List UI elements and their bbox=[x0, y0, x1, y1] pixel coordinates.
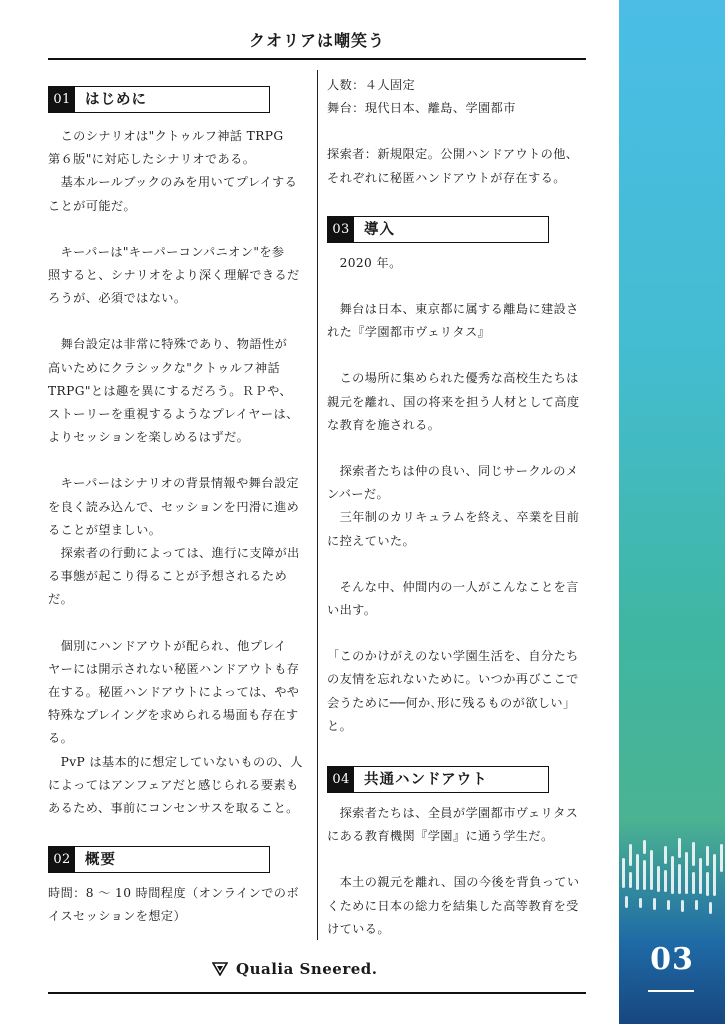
paragraph: 探索者たちは、全員が学園都市ヴェリタス にある教育機関『学園』に通う学生だ。 bbox=[327, 806, 579, 844]
paragraph: 個別にハンドアウトが配られ、他プレイ ヤーには開示されない秘匿ハンドアウトも存 在する。秘匿ハンドアウトによっては、やや 特殊なプレイングを求められる場面も存在す る。 PvP は基本的に想定していないものの、人 によってはアンフェアだと感じられる要素も あるため、事前にコンセンサスを取ること。 bbox=[48, 638, 303, 816]
column-divider bbox=[317, 70, 318, 940]
page-number: 03 bbox=[650, 942, 694, 977]
paragraph: 探索者たちは仲の良い、同じサークルのメ ンバーだ。 三年制のカリキュラムを終え、卒業を目前 に控えていた。 bbox=[327, 464, 580, 548]
paragraph: 本土の親元を離れ、国の今後を背負ってい くために日本の総力を結集した高等教育を受 けている。 bbox=[327, 875, 580, 936]
paragraph: 舞台設定は非常に特殊であり、物語性が 高いためにクラシックな"クトゥルフ神話 TRPG"とは趣を異にするだろう。ＲＰや、 ストーリーを重視するようなプレイヤーは、 よりセッションを楽しめるはずだ。 bbox=[48, 337, 299, 445]
section-title: 共通ハンドアウト bbox=[364, 770, 488, 788]
section-number: 01 bbox=[49, 87, 75, 112]
section-number: 04 bbox=[328, 767, 354, 792]
page-title: クオリアは嘲笑う bbox=[248, 31, 385, 50]
top-rule bbox=[48, 58, 586, 60]
paragraph: 2020 年。 bbox=[327, 255, 402, 270]
paragraph: キーパーは"キーパーコンパニオン"を参 照すると、シナリオをより深く理解できるだ ろうが、必須ではない。 bbox=[48, 244, 300, 306]
section-title: 導入 bbox=[364, 220, 395, 238]
paragraph: 舞台は日本、東京都に属する離島に建設さ れた『学園都市ヴェリタス』 bbox=[327, 302, 579, 340]
dot-wave-pattern bbox=[619, 836, 725, 956]
footer-logo-text: Qualia Sneered. bbox=[236, 960, 378, 978]
paragraph: 「このかけがえのない学園生活を、自分たち の友情を忘れないために。いつか再びここで 会うために──何か､形に残るものが欲しい」 と。 bbox=[327, 649, 579, 733]
section-heading-introduction bbox=[327, 216, 549, 243]
footer-logo bbox=[212, 960, 432, 978]
section-heading-intro bbox=[48, 86, 270, 113]
paragraph: 人数：４人固定 舞台：現代日本、離島、学園都市 bbox=[327, 78, 516, 116]
section-title: 概要 bbox=[85, 851, 116, 869]
side-accent-band bbox=[619, 0, 725, 1024]
section-title: はじめに bbox=[85, 90, 147, 108]
paragraph: このシナリオは"クトゥルフ神話 TRPG 第６版"に対応したシナリオである。 基本ルールブックのみを用いてプレイする ことが可能だ。 bbox=[48, 129, 298, 213]
section-number: 03 bbox=[328, 217, 354, 242]
paragraph: この場所に集められた優秀な高校生たちは 親元を離れ、国の将来を担う人材として高度 な教育を施される。 bbox=[327, 371, 580, 432]
left-column bbox=[48, 86, 310, 929]
bottom-rule bbox=[48, 992, 586, 994]
right-column bbox=[327, 74, 585, 941]
paragraph: そんな中、仲間内の一人がこんなことを言 い出す。 bbox=[327, 579, 579, 618]
page-number-underline bbox=[648, 990, 694, 992]
section-heading-overview bbox=[48, 846, 270, 873]
paragraph: 時間：8 〜 10 時間程度（オンラインでのボ イスセッションを想定） bbox=[48, 886, 299, 924]
section-number: 02 bbox=[49, 847, 75, 872]
section-heading-handout bbox=[327, 766, 549, 793]
down-triangle-icon bbox=[212, 962, 228, 976]
paragraph: キーパーはシナリオの背景情報や舞台設定 を良く読み込んで、セッションを円滑に進め ることが望ましい。 探索者の行動によっては、進行に支障が出 る事態が起こり得ることが予想されるため だ。 bbox=[48, 476, 300, 607]
paragraph: 探索者：新規限定。公開ハンドアウトの他、 それぞれに秘匿ハンドアウトが存在する。 bbox=[327, 147, 579, 185]
